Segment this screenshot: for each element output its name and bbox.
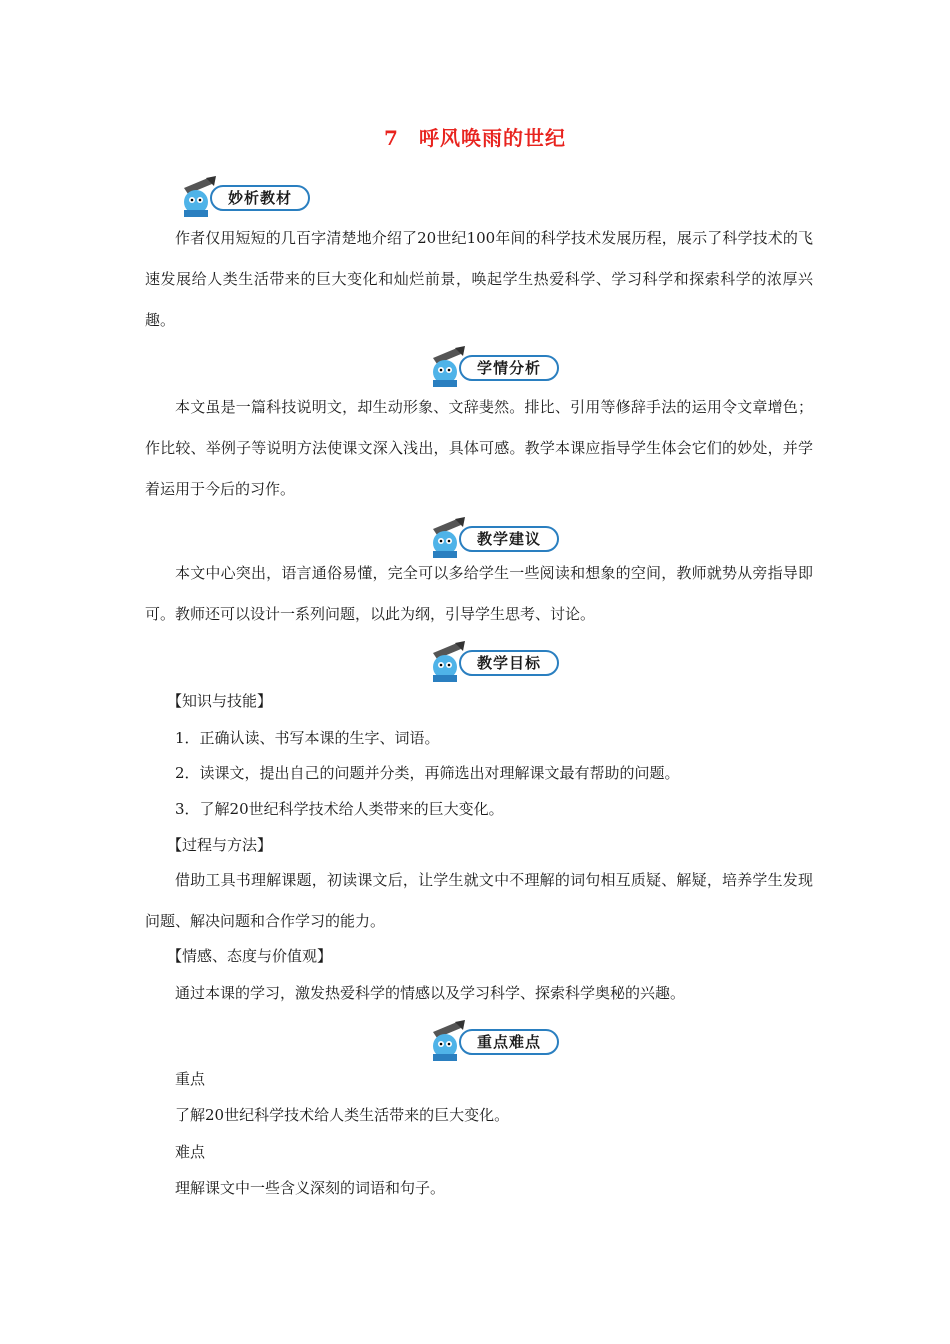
section-label: 重点难点 — [459, 1029, 559, 1055]
knowledge-heading: 【知识与技能】 — [167, 692, 273, 710]
section-label: 教学建议 — [459, 526, 559, 552]
objective-item: 2．读课文，提出自己的问题并分类，再筛选出对理解课文最有帮助的问题。 — [175, 764, 680, 782]
situation-paragraph: 本文虽是一篇科技说明文，却生动形象、文辞斐然。排比、引用等修辞手法的运用令文章增色；作比较、举例子等说明方法使课文深入浅出，具体可感。教学本课应指导学生体会它们的妙处，并学着运用于今后的习作。 — [145, 398, 813, 498]
emotion-heading: 【情感、态度与价值观】 — [167, 947, 333, 965]
difficulty-heading: 难点 — [175, 1143, 206, 1161]
objective-item: 1．正确认读、书写本课的生字、词语。 — [175, 729, 440, 747]
section-header-situation — [425, 344, 565, 390]
lesson-number: 7 — [384, 126, 399, 150]
section-label: 学情分析 — [459, 355, 559, 381]
difficulty-paragraph: 理解课文中一些含义深刻的词语和句子。 — [175, 1179, 446, 1197]
emotion-paragraph: 通过本课的学习，激发热爱科学的情感以及学习科学、探索科学奥秘的兴趣。 — [175, 984, 686, 1002]
key-paragraph: 了解20世纪科学技术给人类生活带来的巨大变化。 — [175, 1106, 510, 1124]
page-title — [0, 122, 950, 151]
section-label: 教学目标 — [459, 650, 559, 676]
section-header-analysis — [176, 174, 316, 220]
process-paragraph: 借助工具书理解课题，初读课文后，让学生就文中不理解的词句相互质疑、解疑，培养学生发现问题、解决问题和合作学习的能力。 — [145, 871, 813, 930]
key-heading: 重点 — [175, 1070, 206, 1088]
section-label: 妙析教材 — [210, 185, 310, 211]
objective-item: 3．了解20世纪科学技术给人类带来的巨大变化。 — [175, 800, 504, 818]
section-header-key-points — [425, 1018, 565, 1064]
lesson-title: 呼风唤雨的世纪 — [418, 126, 566, 150]
section-header-objectives — [425, 639, 565, 685]
process-heading: 【过程与方法】 — [167, 836, 273, 854]
analysis-paragraph: 作者仅用短短的几百字清楚地介绍了20世纪100年间的科学技术发展历程，展示了科学技术的飞速发展给人类生活带来的巨大变化和灿烂前景，唤起学生热爱科学、学习科学和探索科学的浓厚兴趣。 — [145, 229, 813, 329]
suggestions-paragraph: 本文中心突出，语言通俗易懂，完全可以多给学生一些阅读和想象的空间，教师就势从旁指导即可。教师还可以设计一系列问题，以此为纲，引导学生思考、讨论。 — [145, 564, 813, 623]
